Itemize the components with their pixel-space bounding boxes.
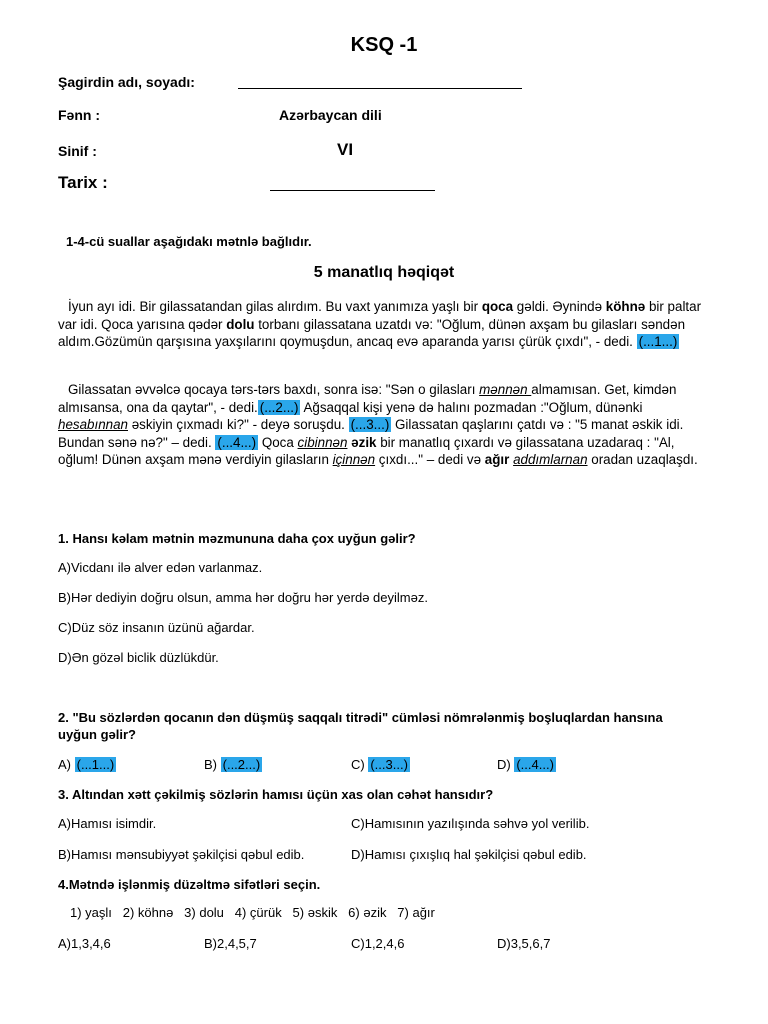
p2-text: Gilassatan əvvəlcə qocaya tərs-tərs baxdı, sonra isə: "Sən o gilasları [68,382,480,397]
q2-option-d [497,757,556,772]
p1-text: gəldi. Əynində [513,299,606,314]
p2-text: çıxdı..." – dedi və [375,452,485,467]
q2-option-b [204,757,262,772]
gap-3-marker: (...3...) [350,417,390,432]
q1-option-a: A)Vicdanı ilə alver edən varlanmaz. [58,560,263,575]
q3-option-c: C)Hamısının yazılışında səhvə yol verilib. [351,816,590,831]
underlined-word: addımlarnan [513,452,588,467]
p2-text: Ağsaqqal kişi yenə də halını pozmadan :"Oğlum, dünənki [300,399,643,415]
q3-option-a: A)Hamısı isimdir. [58,816,157,831]
gap-4-marker: (...4...) [217,434,257,450]
q1-option-c: C)Düz söz insanın üzünü ağardar. [58,620,255,635]
option-label: D) [497,757,515,772]
option-marker: (...2...) [222,757,261,772]
question-1: 1. Hansı kəlam mətnin məzmununa daha çox uyğun gəlir? [58,531,416,546]
subject-label: Fənn : [58,107,100,123]
p2-text: almamısan. Get, kimdən almısansa, ona da qaytar", - dedi. [58,382,677,415]
date-label: Tarix : [58,173,108,192]
gap-2-marker: (...2...) [259,399,299,415]
p2-text: əskiyin çıxmadı ki?" - deyə soruşdu. [128,417,349,432]
date-line [270,178,435,196]
class-label: Sinif : [58,143,97,159]
p2-text: Gilassatan qaşlarını çatdı və : "5 manat əskik idi. Bundan sənə nə?" – dedi. [58,417,684,450]
question-2: 2. "Bu sözlərdən qocanın dən düşmüş saqqalı titrədi" cümləsi nömrələnmiş boşluqlardan hansına uyğun gəlir? [58,710,663,742]
underlined-word: cibinnən [297,434,348,450]
gap-1-marker: (...1...) [638,334,678,349]
option-marker: (...3...) [370,757,408,772]
student-name-label: Şagirdin adı, soyadı: [58,74,195,90]
option-label: B) [204,757,221,772]
p1-bold: dolu [226,316,255,332]
q4-option-c: C)1,2,4,6 [351,936,405,951]
p2-bold: ağır [484,452,510,467]
p2-text: Qoca [258,434,298,450]
p1-bold: qoca [481,299,514,314]
p1-text: torbanı gilassatana uzatdı və: "Oğlum, dünən axşam bu gilasları səndən aldım.Gözümün qarşısına yaxşılarını qoymuşdun, ancaq evə aparanda yarısı çürük çıxdı", - dedi. [58,316,686,349]
q1-option-b: B)Hər dediyin doğru olsun, amma hər doğru hər yerdə deyilməz. [58,590,428,605]
underlined-word: hesabınnan [58,417,128,432]
q2-option-c [351,757,410,772]
subject-value: Azərbaycan dili [279,107,382,123]
paragraph-1 [58,298,716,351]
q3-option-d: D)Hamısı çıxışlıq hal şəkilçisi qəbul edib. [351,847,587,862]
question-4: 4.Mətndə işlənmiş düzəltmə sifətləri seçin. [58,877,321,892]
p1-text: bir paltar var idi. Qoca yarısına qədər [58,299,702,332]
underlined-word: mənnən [479,382,532,397]
q1-option-d: D)Ən gözəl biclik düzlükdür. [58,650,219,665]
intro-text: 1-4-cü suallar aşağıdakı mətnlə bağlıdır. [66,234,312,249]
q4-option-b: B)2,4,5,7 [204,936,257,951]
option-marker: (...1...) [76,757,115,772]
option-marker: (...4...) [516,757,554,772]
p2-bold: əzik [351,434,377,450]
p1-text: İyun ayı idi. Bir gilassatandan gilas alırdım. Bu vaxt yanımıza yaşlı bir [68,299,482,314]
p2-text: bir manatlıq çıxardı və gilassatana uzadaraq : "Al, oğlum! Dünən axşam mənə verdiyin gilasların [58,434,675,467]
underlined-word: içinnən [332,452,376,467]
option-label: A) [58,757,75,772]
q4-option-d: D)3,5,6,7 [497,936,551,951]
p1-bold: köhnə [605,299,646,314]
option-label: C) [351,757,369,772]
story-title: 5 manatlıq həqiqət [313,264,455,281]
student-name-line [238,76,522,94]
q4-word-list: 1) yaşlı 2) köhnə 3) dolu 4) çürük 5) əskik 6) əzik 7) ağır [70,905,435,920]
question-3: 3. Altından xətt çəkilmiş sözlərin hamısı üçün xas olan cəhət hansıdır? [58,787,494,802]
q4-option-a: A)1,3,4,6 [58,936,111,951]
q2-option-a [58,757,116,772]
paragraph-2 [58,381,716,469]
q3-option-b: B)Hamısı mənsubiyyət şəkilçisi qəbul edib. [58,847,305,862]
p2-text: oradan uzaqlaşdı. [587,452,698,467]
class-value: VI [337,140,354,159]
page-title: KSQ -1 [350,34,418,56]
